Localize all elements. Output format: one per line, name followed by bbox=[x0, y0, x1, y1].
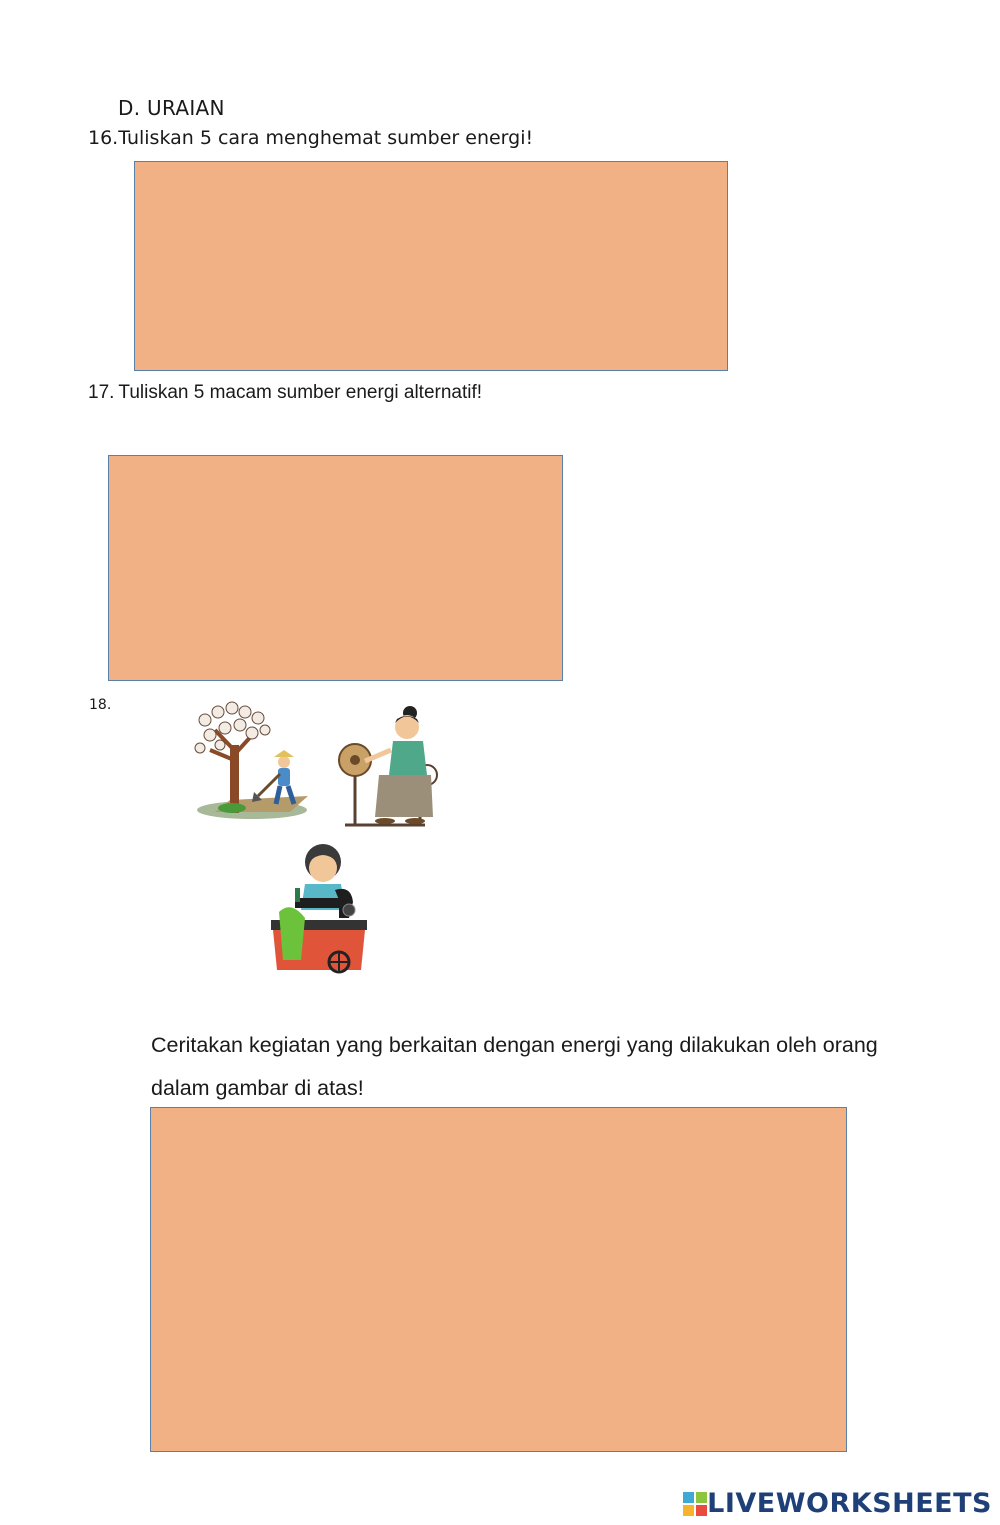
question-16-text: Tuliskan 5 cara menghemat sumber energi! bbox=[118, 127, 534, 149]
question-18-number: 18. bbox=[89, 697, 112, 713]
liveworksheets-logo-icon bbox=[683, 1492, 707, 1516]
question-16 bbox=[88, 127, 533, 149]
liveworksheets-brand-text: LIVEWORKSHEETS bbox=[707, 1488, 992, 1519]
answer-box-18[interactable] bbox=[150, 1107, 847, 1452]
question-17-text: Tuliskan 5 macam sumber energi alternatif! bbox=[118, 382, 483, 403]
farmer-under-tree-illustration bbox=[190, 700, 315, 825]
question-17 bbox=[88, 382, 482, 404]
question-18-text: Ceritakan kegiatan yang berkaitan dengan energi yang dilakukan oleh orang dalam gambar di atas! bbox=[151, 1033, 878, 1100]
question-16-number: 16. bbox=[88, 127, 119, 149]
answer-box-16[interactable] bbox=[134, 161, 728, 371]
question-17-number: 17. bbox=[88, 382, 115, 403]
woman-sewing-machine-illustration bbox=[265, 840, 375, 985]
section-title: D. URAIAN bbox=[118, 96, 225, 120]
woman-spinning-wheel-illustration bbox=[335, 705, 450, 835]
liveworksheets-logo bbox=[683, 1488, 992, 1519]
answer-box-17[interactable] bbox=[108, 455, 563, 681]
